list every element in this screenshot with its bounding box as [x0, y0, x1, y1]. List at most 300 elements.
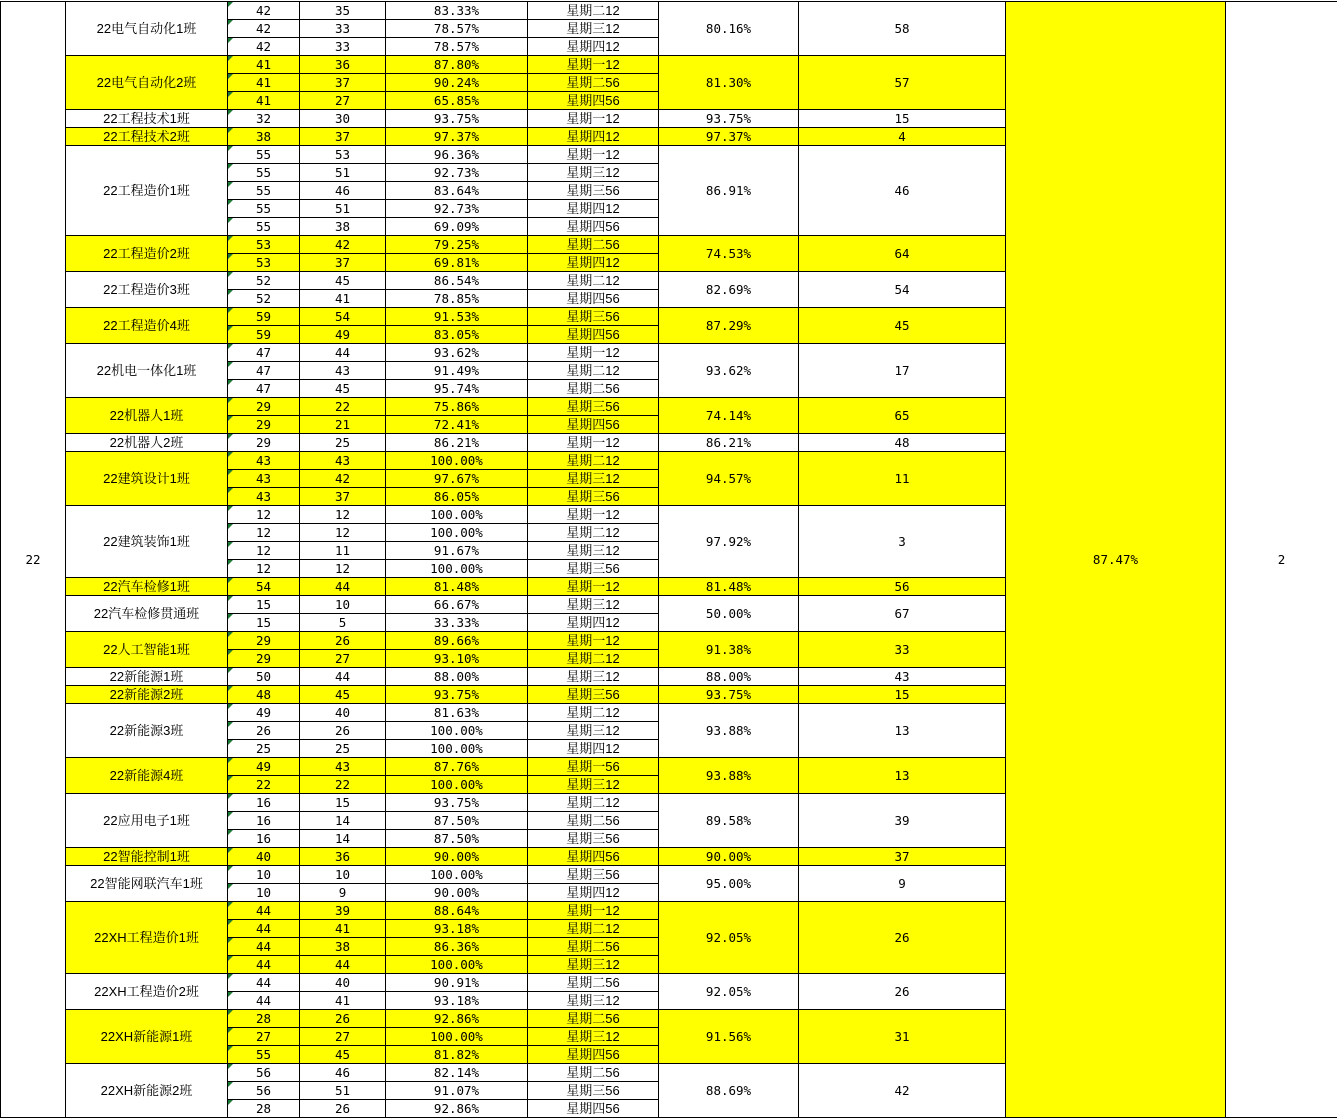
class-rank-cell[interactable]: 64 — [799, 236, 1006, 272]
class-rank-cell[interactable]: 65 — [799, 398, 1006, 434]
class-name-cell[interactable]: 22新能源4班 — [66, 758, 228, 794]
enrolled-cell[interactable]: 10 — [228, 884, 300, 902]
session-cell[interactable]: 星期三56 — [528, 488, 659, 506]
percent-cell[interactable]: 78.85% — [386, 290, 528, 308]
present-cell[interactable]: 41 — [300, 290, 386, 308]
class-rate-cell[interactable]: 91.38% — [659, 632, 799, 668]
percent-cell[interactable]: 93.75% — [386, 794, 528, 812]
enrolled-cell[interactable]: 28 — [228, 1010, 300, 1028]
enrolled-cell[interactable]: 54 — [228, 578, 300, 596]
class-rank-cell[interactable]: 26 — [799, 974, 1006, 1010]
enrolled-cell[interactable]: 28 — [228, 1100, 300, 1118]
present-cell[interactable]: 46 — [300, 1064, 386, 1082]
enrolled-cell[interactable]: 41 — [228, 92, 300, 110]
enrolled-cell[interactable]: 44 — [228, 920, 300, 938]
present-cell[interactable]: 44 — [300, 668, 386, 686]
present-cell[interactable]: 53 — [300, 146, 386, 164]
session-cell[interactable]: 星期三12 — [528, 722, 659, 740]
percent-cell[interactable]: 92.73% — [386, 200, 528, 218]
present-cell[interactable]: 5 — [300, 614, 386, 632]
present-cell[interactable]: 44 — [300, 956, 386, 974]
percent-cell[interactable]: 86.36% — [386, 938, 528, 956]
class-name-cell[interactable]: 22XH新能源1班 — [66, 1010, 228, 1064]
enrolled-cell[interactable]: 29 — [228, 434, 300, 452]
class-name-cell[interactable]: 22新能源3班 — [66, 704, 228, 758]
percent-cell[interactable]: 93.75% — [386, 110, 528, 128]
class-rank-cell[interactable]: 15 — [799, 686, 1006, 704]
percent-cell[interactable]: 65.85% — [386, 92, 528, 110]
class-rate-cell[interactable]: 93.62% — [659, 344, 799, 398]
session-cell[interactable]: 星期一12 — [528, 632, 659, 650]
percent-cell[interactable]: 100.00% — [386, 866, 528, 884]
percent-cell[interactable]: 88.64% — [386, 902, 528, 920]
session-cell[interactable]: 星期四56 — [528, 1100, 659, 1118]
class-rank-cell[interactable]: 43 — [799, 668, 1006, 686]
enrolled-cell[interactable]: 55 — [228, 200, 300, 218]
enrolled-cell[interactable]: 49 — [228, 758, 300, 776]
class-rate-cell[interactable]: 89.58% — [659, 794, 799, 848]
present-cell[interactable]: 22 — [300, 398, 386, 416]
present-cell[interactable]: 12 — [300, 524, 386, 542]
session-cell[interactable]: 星期四12 — [528, 254, 659, 272]
enrolled-cell[interactable]: 42 — [228, 2, 300, 20]
session-cell[interactable]: 星期三56 — [528, 560, 659, 578]
percent-cell[interactable]: 87.76% — [386, 758, 528, 776]
class-name-cell[interactable]: 22工程造价4班 — [66, 308, 228, 344]
class-rank-cell[interactable]: 13 — [799, 704, 1006, 758]
class-name-cell[interactable]: 22新能源1班 — [66, 668, 228, 686]
session-cell[interactable]: 星期四56 — [528, 1046, 659, 1064]
enrolled-cell[interactable]: 56 — [228, 1082, 300, 1100]
enrolled-cell[interactable]: 49 — [228, 704, 300, 722]
enrolled-cell[interactable]: 43 — [228, 470, 300, 488]
present-cell[interactable]: 12 — [300, 506, 386, 524]
percent-cell[interactable]: 87.80% — [386, 56, 528, 74]
session-cell[interactable]: 星期一12 — [528, 56, 659, 74]
class-name-cell[interactable]: 22XH工程造价1班 — [66, 902, 228, 974]
enrolled-cell[interactable]: 44 — [228, 956, 300, 974]
class-name-cell[interactable]: 22机器人1班 — [66, 398, 228, 434]
present-cell[interactable]: 25 — [300, 740, 386, 758]
session-cell[interactable]: 星期二12 — [528, 920, 659, 938]
percent-cell[interactable]: 91.67% — [386, 542, 528, 560]
enrolled-cell[interactable]: 42 — [228, 38, 300, 56]
session-cell[interactable]: 星期一12 — [528, 434, 659, 452]
present-cell[interactable]: 25 — [300, 434, 386, 452]
class-rate-cell[interactable]: 92.05% — [659, 902, 799, 974]
class-name-cell[interactable]: 22工程技术1班 — [66, 110, 228, 128]
enrolled-cell[interactable]: 55 — [228, 1046, 300, 1064]
class-rank-cell[interactable]: 57 — [799, 56, 1006, 110]
session-cell[interactable]: 星期二56 — [528, 974, 659, 992]
percent-cell[interactable]: 88.00% — [386, 668, 528, 686]
percent-cell[interactable]: 83.05% — [386, 326, 528, 344]
enrolled-cell[interactable]: 55 — [228, 218, 300, 236]
class-rate-cell[interactable]: 93.88% — [659, 704, 799, 758]
enrolled-cell[interactable]: 59 — [228, 308, 300, 326]
class-name-cell[interactable]: 22机器人2班 — [66, 434, 228, 452]
percent-cell[interactable]: 78.57% — [386, 20, 528, 38]
percent-cell[interactable]: 91.07% — [386, 1082, 528, 1100]
class-name-cell[interactable]: 22电气自动化2班 — [66, 56, 228, 110]
percent-cell[interactable]: 92.73% — [386, 164, 528, 182]
session-cell[interactable]: 星期三56 — [528, 1082, 659, 1100]
class-name-cell[interactable]: 22人工智能1班 — [66, 632, 228, 668]
session-cell[interactable]: 星期三12 — [528, 20, 659, 38]
enrolled-cell[interactable]: 10 — [228, 866, 300, 884]
class-rank-cell[interactable]: 37 — [799, 848, 1006, 866]
class-name-cell[interactable]: 22工程造价3班 — [66, 272, 228, 308]
enrolled-cell[interactable]: 15 — [228, 596, 300, 614]
class-rank-cell[interactable]: 4 — [799, 128, 1006, 146]
percent-cell[interactable]: 81.48% — [386, 578, 528, 596]
percent-cell[interactable]: 90.24% — [386, 74, 528, 92]
present-cell[interactable]: 14 — [300, 812, 386, 830]
class-rank-cell[interactable]: 67 — [799, 596, 1006, 632]
session-cell[interactable]: 星期四12 — [528, 38, 659, 56]
enrolled-cell[interactable]: 25 — [228, 740, 300, 758]
class-rank-cell[interactable]: 46 — [799, 146, 1006, 236]
enrolled-cell[interactable]: 29 — [228, 650, 300, 668]
class-rate-cell[interactable]: 81.30% — [659, 56, 799, 110]
enrolled-cell[interactable]: 32 — [228, 110, 300, 128]
enrolled-cell[interactable]: 41 — [228, 74, 300, 92]
enrolled-cell[interactable]: 50 — [228, 668, 300, 686]
percent-cell[interactable]: 91.49% — [386, 362, 528, 380]
percent-cell[interactable]: 69.81% — [386, 254, 528, 272]
enrolled-cell[interactable]: 44 — [228, 974, 300, 992]
session-cell[interactable]: 星期二56 — [528, 236, 659, 254]
present-cell[interactable]: 51 — [300, 200, 386, 218]
session-cell[interactable]: 星期三12 — [528, 470, 659, 488]
class-rate-cell[interactable]: 86.21% — [659, 434, 799, 452]
class-rank-cell[interactable]: 17 — [799, 344, 1006, 398]
enrolled-cell[interactable]: 55 — [228, 182, 300, 200]
enrolled-cell[interactable]: 53 — [228, 236, 300, 254]
class-rate-cell[interactable]: 91.56% — [659, 1010, 799, 1064]
session-cell[interactable]: 星期三12 — [528, 164, 659, 182]
enrolled-cell[interactable]: 52 — [228, 272, 300, 290]
enrolled-cell[interactable]: 16 — [228, 794, 300, 812]
present-cell[interactable]: 27 — [300, 650, 386, 668]
present-cell[interactable]: 44 — [300, 578, 386, 596]
percent-cell[interactable]: 97.67% — [386, 470, 528, 488]
class-name-cell[interactable]: 22汽车检修贯通班 — [66, 596, 228, 632]
present-cell[interactable]: 45 — [300, 272, 386, 290]
present-cell[interactable]: 43 — [300, 362, 386, 380]
class-rank-cell[interactable]: 33 — [799, 632, 1006, 668]
percent-cell[interactable]: 72.41% — [386, 416, 528, 434]
class-rank-cell[interactable]: 9 — [799, 866, 1006, 902]
enrolled-cell[interactable]: 55 — [228, 164, 300, 182]
class-rate-cell[interactable]: 74.53% — [659, 236, 799, 272]
session-cell[interactable]: 星期二56 — [528, 1010, 659, 1028]
present-cell[interactable]: 9 — [300, 884, 386, 902]
enrolled-cell[interactable]: 44 — [228, 992, 300, 1010]
percent-cell[interactable]: 92.86% — [386, 1010, 528, 1028]
enrolled-cell[interactable]: 42 — [228, 20, 300, 38]
session-cell[interactable]: 星期四12 — [528, 614, 659, 632]
enrolled-cell[interactable]: 12 — [228, 542, 300, 560]
session-cell[interactable]: 星期一12 — [528, 506, 659, 524]
session-cell[interactable]: 星期二12 — [528, 452, 659, 470]
present-cell[interactable]: 36 — [300, 56, 386, 74]
session-cell[interactable]: 星期三56 — [528, 830, 659, 848]
enrolled-cell[interactable]: 47 — [228, 362, 300, 380]
class-rate-cell[interactable]: 88.69% — [659, 1064, 799, 1118]
session-cell[interactable]: 星期二56 — [528, 74, 659, 92]
session-cell[interactable]: 星期四12 — [528, 200, 659, 218]
present-cell[interactable]: 39 — [300, 902, 386, 920]
session-cell[interactable]: 星期二56 — [528, 380, 659, 398]
class-rank-cell[interactable]: 39 — [799, 794, 1006, 848]
percent-cell[interactable]: 100.00% — [386, 560, 528, 578]
class-name-cell[interactable]: 22电气自动化1班 — [66, 2, 228, 56]
present-cell[interactable]: 49 — [300, 326, 386, 344]
present-cell[interactable]: 46 — [300, 182, 386, 200]
percent-cell[interactable]: 87.50% — [386, 812, 528, 830]
percent-cell[interactable]: 33.33% — [386, 614, 528, 632]
present-cell[interactable]: 21 — [300, 416, 386, 434]
percent-cell[interactable]: 100.00% — [386, 452, 528, 470]
class-rate-cell[interactable]: 50.00% — [659, 596, 799, 632]
session-cell[interactable]: 星期三56 — [528, 686, 659, 704]
present-cell[interactable]: 15 — [300, 794, 386, 812]
session-cell[interactable]: 星期一12 — [528, 344, 659, 362]
class-rate-cell[interactable]: 82.69% — [659, 272, 799, 308]
session-cell[interactable]: 星期三12 — [528, 542, 659, 560]
class-rate-cell[interactable]: 87.29% — [659, 308, 799, 344]
present-cell[interactable]: 40 — [300, 974, 386, 992]
enrolled-cell[interactable]: 26 — [228, 722, 300, 740]
session-cell[interactable]: 星期四56 — [528, 416, 659, 434]
percent-cell[interactable]: 82.14% — [386, 1064, 528, 1082]
session-cell[interactable]: 星期二56 — [528, 1064, 659, 1082]
present-cell[interactable]: 51 — [300, 164, 386, 182]
session-cell[interactable]: 星期四56 — [528, 848, 659, 866]
session-cell[interactable]: 星期三12 — [528, 956, 659, 974]
session-cell[interactable]: 星期三56 — [528, 182, 659, 200]
class-rank-cell[interactable]: 31 — [799, 1010, 1006, 1064]
class-name-cell[interactable]: 22新能源2班 — [66, 686, 228, 704]
present-cell[interactable]: 14 — [300, 830, 386, 848]
enrolled-cell[interactable]: 56 — [228, 1064, 300, 1082]
present-cell[interactable]: 51 — [300, 1082, 386, 1100]
present-cell[interactable]: 41 — [300, 920, 386, 938]
present-cell[interactable]: 37 — [300, 488, 386, 506]
percent-cell[interactable]: 66.67% — [386, 596, 528, 614]
percent-cell[interactable]: 93.62% — [386, 344, 528, 362]
class-rank-cell[interactable]: 3 — [799, 506, 1006, 578]
class-rate-cell[interactable]: 86.91% — [659, 146, 799, 236]
session-cell[interactable]: 星期一12 — [528, 902, 659, 920]
class-name-cell[interactable]: 22XH新能源2班 — [66, 1064, 228, 1118]
session-cell[interactable]: 星期二12 — [528, 272, 659, 290]
percent-cell[interactable]: 96.36% — [386, 146, 528, 164]
present-cell[interactable]: 43 — [300, 758, 386, 776]
class-rate-cell[interactable]: 74.14% — [659, 398, 799, 434]
enrolled-cell[interactable]: 12 — [228, 506, 300, 524]
session-cell[interactable]: 星期二56 — [528, 812, 659, 830]
present-cell[interactable]: 42 — [300, 470, 386, 488]
percent-cell[interactable]: 90.00% — [386, 848, 528, 866]
present-cell[interactable]: 12 — [300, 560, 386, 578]
class-name-cell[interactable]: 22汽车检修1班 — [66, 578, 228, 596]
class-rank-cell[interactable]: 26 — [799, 902, 1006, 974]
session-cell[interactable]: 星期三12 — [528, 668, 659, 686]
percent-cell[interactable]: 93.10% — [386, 650, 528, 668]
session-cell[interactable]: 星期一12 — [528, 578, 659, 596]
present-cell[interactable]: 11 — [300, 542, 386, 560]
session-cell[interactable]: 星期四12 — [528, 128, 659, 146]
enrolled-cell[interactable]: 52 — [228, 290, 300, 308]
session-cell[interactable]: 星期一12 — [528, 146, 659, 164]
class-name-cell[interactable]: 22建筑设计1班 — [66, 452, 228, 506]
class-rate-cell[interactable]: 93.88% — [659, 758, 799, 794]
present-cell[interactable]: 45 — [300, 686, 386, 704]
class-rank-cell[interactable]: 56 — [799, 578, 1006, 596]
class-rate-cell[interactable]: 88.00% — [659, 668, 799, 686]
session-cell[interactable]: 星期二12 — [528, 650, 659, 668]
session-cell[interactable]: 星期二12 — [528, 794, 659, 812]
percent-cell[interactable]: 100.00% — [386, 1028, 528, 1046]
present-cell[interactable]: 40 — [300, 704, 386, 722]
present-cell[interactable]: 41 — [300, 992, 386, 1010]
enrolled-cell[interactable]: 48 — [228, 686, 300, 704]
present-cell[interactable]: 27 — [300, 1028, 386, 1046]
present-cell[interactable]: 37 — [300, 254, 386, 272]
session-cell[interactable]: 星期三12 — [528, 776, 659, 794]
percent-cell[interactable]: 81.63% — [386, 704, 528, 722]
enrolled-cell[interactable]: 47 — [228, 380, 300, 398]
enrolled-cell[interactable]: 27 — [228, 1028, 300, 1046]
class-rate-cell[interactable]: 90.00% — [659, 848, 799, 866]
present-cell[interactable]: 38 — [300, 938, 386, 956]
percent-cell[interactable]: 93.18% — [386, 920, 528, 938]
class-name-cell[interactable]: 22建筑装饰1班 — [66, 506, 228, 578]
percent-cell[interactable]: 83.33% — [386, 2, 528, 20]
class-name-cell[interactable]: 22应用电子1班 — [66, 794, 228, 848]
session-cell[interactable]: 星期二12 — [528, 704, 659, 722]
present-cell[interactable]: 45 — [300, 380, 386, 398]
present-cell[interactable]: 37 — [300, 74, 386, 92]
session-cell[interactable]: 星期二12 — [528, 2, 659, 20]
session-cell[interactable]: 星期三56 — [528, 866, 659, 884]
class-name-cell[interactable]: 22智能网联汽车1班 — [66, 866, 228, 902]
percent-cell[interactable]: 100.00% — [386, 722, 528, 740]
session-cell[interactable]: 星期四56 — [528, 92, 659, 110]
enrolled-cell[interactable]: 29 — [228, 632, 300, 650]
class-rank-cell[interactable]: 48 — [799, 434, 1006, 452]
enrolled-cell[interactable]: 44 — [228, 902, 300, 920]
class-rank-cell[interactable]: 13 — [799, 758, 1006, 794]
present-cell[interactable]: 26 — [300, 1100, 386, 1118]
session-cell[interactable]: 星期四56 — [528, 326, 659, 344]
session-cell[interactable]: 星期三12 — [528, 596, 659, 614]
class-rate-cell[interactable]: 97.92% — [659, 506, 799, 578]
session-cell[interactable]: 星期三56 — [528, 398, 659, 416]
present-cell[interactable]: 54 — [300, 308, 386, 326]
present-cell[interactable]: 37 — [300, 128, 386, 146]
percent-cell[interactable]: 100.00% — [386, 524, 528, 542]
enrolled-cell[interactable]: 15 — [228, 614, 300, 632]
present-cell[interactable]: 26 — [300, 1010, 386, 1028]
enrolled-cell[interactable]: 12 — [228, 560, 300, 578]
percent-cell[interactable]: 79.25% — [386, 236, 528, 254]
class-name-cell[interactable]: 22机电一体化1班 — [66, 344, 228, 398]
enrolled-cell[interactable]: 43 — [228, 488, 300, 506]
present-cell[interactable]: 27 — [300, 92, 386, 110]
percent-cell[interactable]: 75.86% — [386, 398, 528, 416]
session-cell[interactable]: 星期三12 — [528, 992, 659, 1010]
overall-rank-cell[interactable]: 2 — [1226, 2, 1337, 1118]
class-rate-cell[interactable]: 81.48% — [659, 578, 799, 596]
enrolled-cell[interactable]: 40 — [228, 848, 300, 866]
percent-cell[interactable]: 86.05% — [386, 488, 528, 506]
percent-cell[interactable]: 97.37% — [386, 128, 528, 146]
class-rank-cell[interactable]: 11 — [799, 452, 1006, 506]
percent-cell[interactable]: 86.54% — [386, 272, 528, 290]
class-name-cell[interactable]: 22工程造价1班 — [66, 146, 228, 236]
class-name-cell[interactable]: 22工程造价2班 — [66, 236, 228, 272]
enrolled-cell[interactable]: 53 — [228, 254, 300, 272]
present-cell[interactable]: 10 — [300, 596, 386, 614]
class-rate-cell[interactable]: 92.05% — [659, 974, 799, 1010]
session-cell[interactable]: 星期三12 — [528, 1028, 659, 1046]
percent-cell[interactable]: 69.09% — [386, 218, 528, 236]
enrolled-cell[interactable]: 55 — [228, 146, 300, 164]
present-cell[interactable]: 10 — [300, 866, 386, 884]
session-cell[interactable]: 星期四12 — [528, 884, 659, 902]
present-cell[interactable]: 30 — [300, 110, 386, 128]
present-cell[interactable]: 22 — [300, 776, 386, 794]
session-cell[interactable]: 星期二12 — [528, 362, 659, 380]
class-rank-cell[interactable]: 58 — [799, 2, 1006, 56]
class-rank-cell[interactable]: 15 — [799, 110, 1006, 128]
percent-cell[interactable]: 90.00% — [386, 884, 528, 902]
percent-cell[interactable]: 100.00% — [386, 740, 528, 758]
percent-cell[interactable]: 93.18% — [386, 992, 528, 1010]
class-name-cell[interactable]: 22XH工程造价2班 — [66, 974, 228, 1010]
class-rate-cell[interactable]: 95.00% — [659, 866, 799, 902]
session-cell[interactable]: 星期四56 — [528, 218, 659, 236]
percent-cell[interactable]: 92.86% — [386, 1100, 528, 1118]
percent-cell[interactable]: 100.00% — [386, 776, 528, 794]
percent-cell[interactable]: 83.64% — [386, 182, 528, 200]
session-cell[interactable]: 星期四56 — [528, 290, 659, 308]
enrolled-cell[interactable]: 41 — [228, 56, 300, 74]
present-cell[interactable]: 38 — [300, 218, 386, 236]
class-rate-cell[interactable]: 97.37% — [659, 128, 799, 146]
enrolled-cell[interactable]: 38 — [228, 128, 300, 146]
present-cell[interactable]: 43 — [300, 452, 386, 470]
grade-cell[interactable]: 22 — [1, 2, 66, 1118]
present-cell[interactable]: 33 — [300, 38, 386, 56]
class-rank-cell[interactable]: 54 — [799, 272, 1006, 308]
percent-cell[interactable]: 86.21% — [386, 434, 528, 452]
present-cell[interactable]: 45 — [300, 1046, 386, 1064]
percent-cell[interactable]: 81.82% — [386, 1046, 528, 1064]
class-name-cell[interactable]: 22工程技术2班 — [66, 128, 228, 146]
session-cell[interactable]: 星期一56 — [528, 758, 659, 776]
session-cell[interactable]: 星期一12 — [528, 110, 659, 128]
present-cell[interactable]: 36 — [300, 848, 386, 866]
present-cell[interactable]: 26 — [300, 722, 386, 740]
enrolled-cell[interactable]: 12 — [228, 524, 300, 542]
enrolled-cell[interactable]: 22 — [228, 776, 300, 794]
class-rank-cell[interactable]: 42 — [799, 1064, 1006, 1118]
class-rate-cell[interactable]: 93.75% — [659, 110, 799, 128]
